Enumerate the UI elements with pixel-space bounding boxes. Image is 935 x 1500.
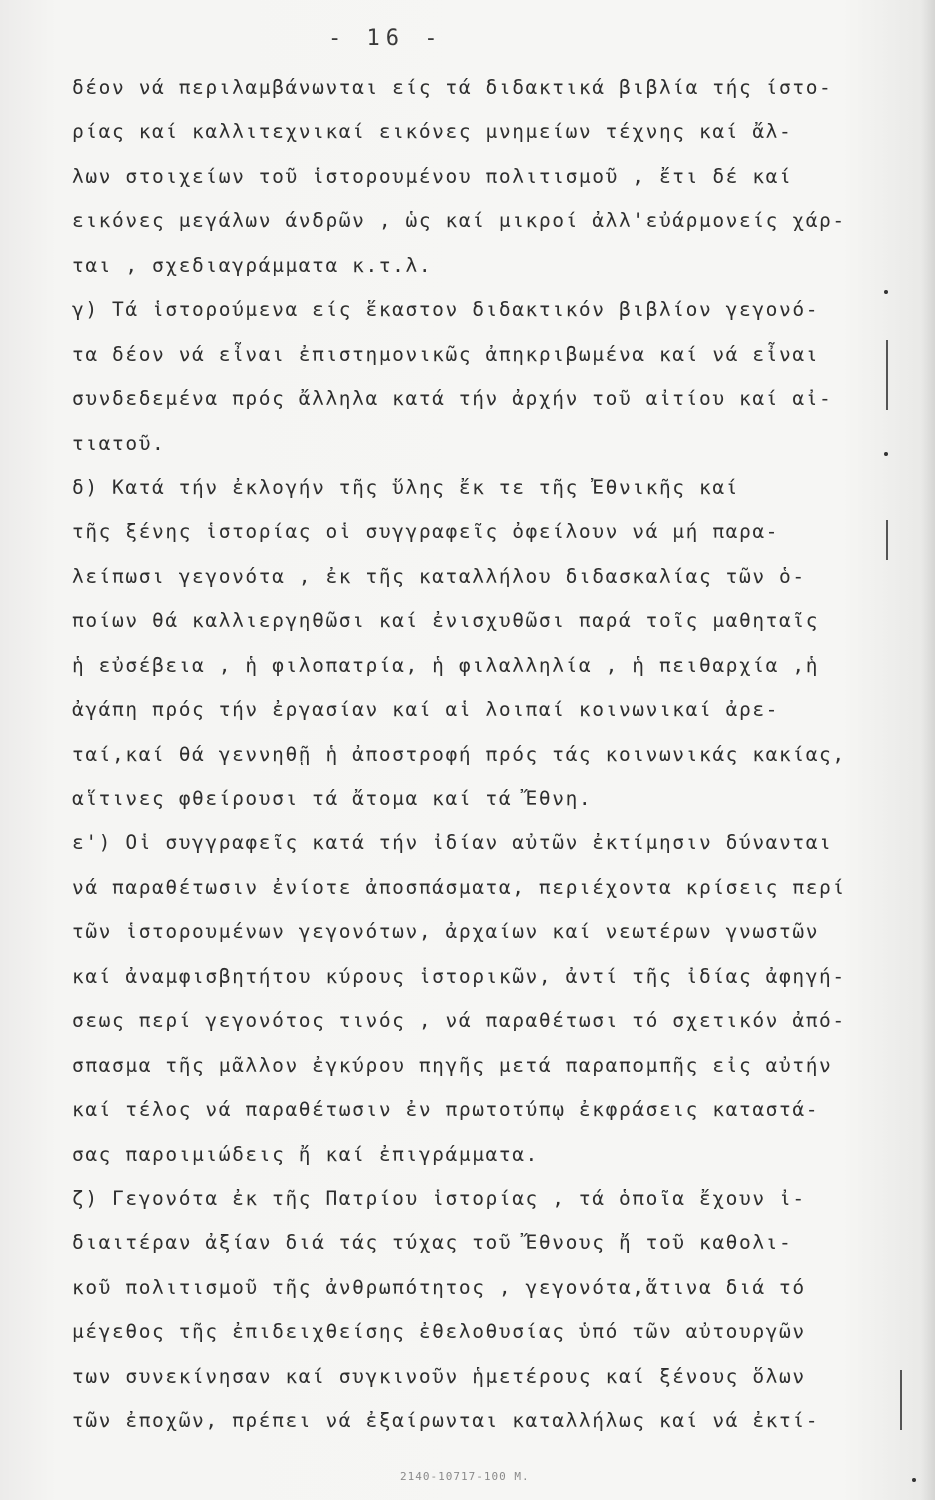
text-line: σεως περί γεγονότος τινός , νά παραθέτωσι τό σχετικόν ἀπό- [72,1009,846,1033]
text-line: εικόνες μεγάλων άνδρῶν , ὡς καί μικροί ἀλλ'εὐάρμονείς χάρ- [72,209,846,233]
page-number: - 16 - [328,26,444,51]
text-line: λείπωσι γεγονότα , ἐκ τῆς καταλλήλου διδασκαλίας τῶν ὁ- [72,564,806,588]
text-line: ζ) Γεγονότα ἐκ τῆς Πατρίου ἱστορίας , τά ὁποῖα ἔχουν ἰ- [72,1186,806,1210]
text-line: τῶν ἱστορουμένων γεγονότων, ἀρχαίων καί νεωτέρων γνωστῶν [72,920,820,944]
text-line: μέγεθος τῆς ἐπιδειχθείσης ἐθελοθυσίας ὑπό τῶν αὐτουργῶν [72,1320,806,1344]
page-edge-shadow [921,0,935,1500]
text-line: τα δέον νά εἶναι ἐπιστημονικῶς ἀπηκριβωμένα καί νά εἶναι [72,342,820,366]
text-line: δ) Κατά τήν ἐκλογήν τῆς ὕλης ἔκ τε τῆς Ἐθνικῆς καί [72,475,739,499]
text-line: τῆς ξένης ἱστορίας οἱ συγγραφεῖς ὀφείλουν νά μή παρα- [72,520,780,544]
text-line: των συνεκίνησαν καί συγκινοῦν ἡμετέρους καί ξένους ὅλων [72,1364,806,1388]
text-line: ποίων θά καλλιεργηθῶσι καί ἐνισχυθῶσι παρά τοῖς μαθηταῖς [72,609,820,633]
margin-dot [884,452,888,456]
text-line: νά παραθέτωσιν ἐνίοτε ἀποσπάσματα, περιέχοντα κρίσεις περί [72,875,846,899]
margin-dot [912,1478,916,1482]
text-line: ταί,καί θά γεννηθῇ ἡ ἀποστροφή πρός τάς κοινωνικάς κακίας, [72,742,846,766]
text-line: ρίας καί καλλιτεχνικαί εικόνες μνημείων τέχνης καί ἄλ- [72,120,793,144]
text-line: ε') Οἱ συγγραφεῖς κατά τήν ἰδίαν αὐτῶν ἐκτίμησιν δύνανται [72,831,833,855]
text-line: καί ἀναμφισβητήτου κύρους ἱστορικῶν, ἀντί τῆς ἰδίας ἀφηγή- [72,964,846,988]
margin-dot [884,290,888,294]
text-line: ἡ εὐσέβεια , ἡ φιλοπατρία, ἡ φιλαλληλία , ἡ πειθαρχία ,ἡ [72,653,820,677]
text-line: ἀγάπη πρός τήν ἐργασίαν καί αἱ λοιπαί κοινωνικαί ἀρε- [72,698,780,722]
text-line: σας παροιμιώδεις ἤ καί ἐπιγράμματα. [72,1142,539,1166]
text-line: δέον νά περιλαμβάνωνται είς τά διδακτικά βιβλία τής ίστο- [72,76,833,99]
margin-mark [886,520,888,560]
text-line: κοῦ πολιτισμοῦ τῆς ἀνθρωπότητος , γεγονότα,ἅτινα διά τό [72,1275,806,1299]
text-line: λων στοιχείων τοῦ ἱστορουμένου πολιτισμοῦ , ἔτι δέ καί [72,164,793,188]
text-line: καί τέλος νά παραθέτωσιν ἐν πρωτοτύπῳ ἐκφράσεις καταστά- [72,1098,820,1122]
text-line: τιατοῦ. [72,431,166,455]
printer-stamp: 2140-10717-100 Μ. [400,1470,530,1483]
text-line: διαιτέραν ἀξίαν διά τάς τύχας τοῦ Ἔθνους ἤ τοῦ καθολι- [72,1231,793,1255]
text-line: αἵτινες φθείρουσι τά ἄτομα καί τά Ἔθνη. [72,787,593,810]
typed-body-text [72,66,892,1444]
text-line: γ) Τά ἱστορούμενα είς ἕκαστον διδακτικόν βιβλίον γεγονό- [72,298,820,322]
text-line: συνδεδεμένα πρός ἄλληλα κατά τήν ἀρχήν τοῦ αἰτίου καί αἰ- [72,387,833,411]
margin-mark [900,1370,902,1430]
text-line: τῶν ἐποχῶν, πρέπει νά ἐξαίρωνται καταλλήλως καί νά ἐκτί- [72,1409,820,1433]
margin-mark [886,340,888,410]
text-line: σπασμα τῆς μᾶλλον ἐγκύρου πηγῆς μετά παραπομπῆς εἰς αὐτήν [72,1053,833,1077]
text-line: ται , σχεδιαγράμματα κ.τ.λ. [72,253,433,277]
